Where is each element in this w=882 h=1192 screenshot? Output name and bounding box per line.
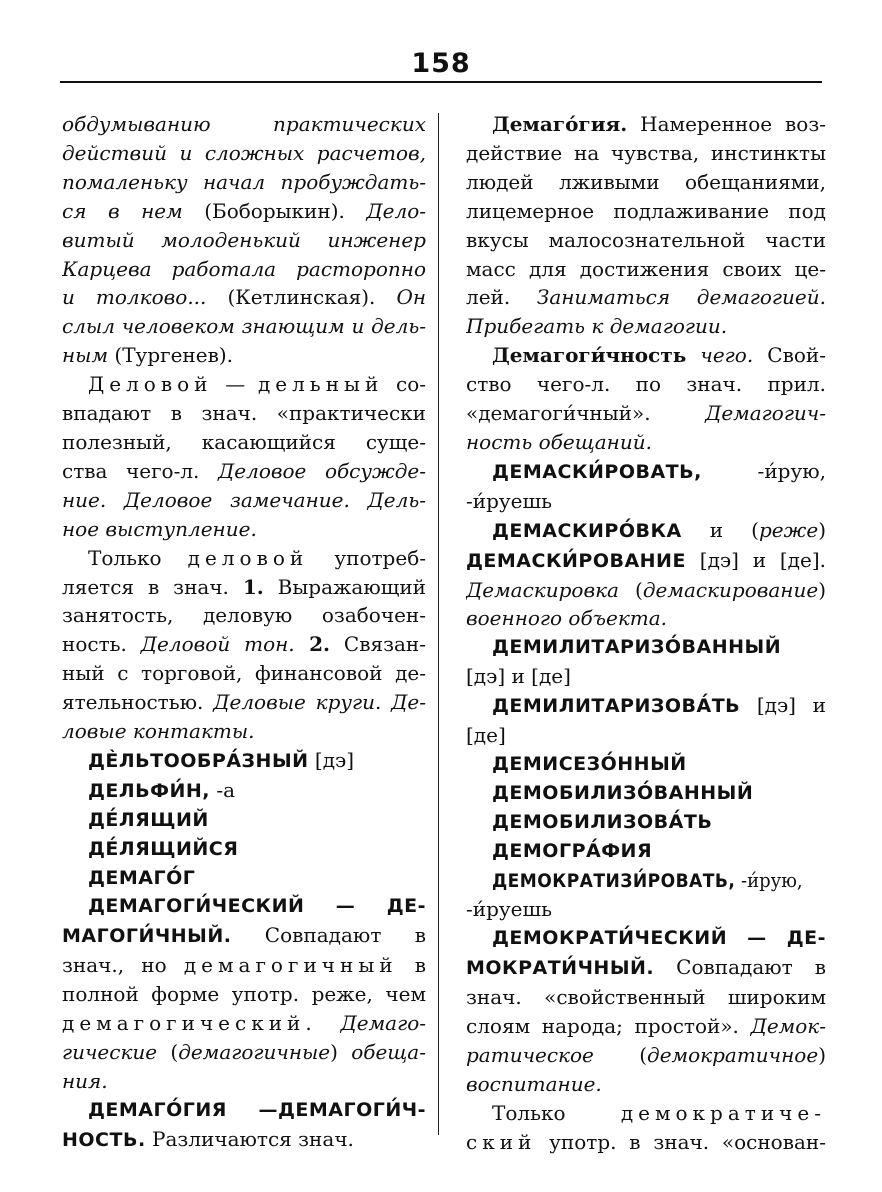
text-fragment: употр. в знач. «основан- <box>536 1129 826 1154</box>
text-line <box>466 110 826 139</box>
text-fragment: ) <box>818 517 826 542</box>
text-line <box>62 370 426 399</box>
text-fragment: и ( <box>681 517 759 542</box>
text-fragment: лей. <box>466 285 537 310</box>
entry-list <box>62 746 426 893</box>
headword-line: ДЕМИЛИТАРИЗО́ВАННЫЙ <box>492 636 782 659</box>
example-text: гические <box>62 1040 158 1064</box>
left-column <box>62 110 426 1155</box>
text-line: Карцева работала расторопно <box>62 256 426 281</box>
spaced-term: демагогичный <box>183 953 398 978</box>
headword: Демагоги́чность <box>492 343 687 368</box>
text-fragment: «демагоги́чный». <box>466 401 706 426</box>
example-text: Деловое обсужде- <box>217 458 426 483</box>
example-text: и толково... <box>62 285 207 310</box>
entry-list-right <box>466 750 826 866</box>
headword: НОСТЬ. <box>62 1128 146 1151</box>
spaced-term: деловой <box>187 545 309 570</box>
example-text: демократичное <box>647 1043 819 1067</box>
pronunciation: [дэ] <box>308 747 355 772</box>
entry-demagog: ДЕМАГО́Г <box>88 866 196 889</box>
entry-demaskirovat <box>466 457 826 516</box>
text-line: -и́руешь <box>466 897 552 922</box>
example-text: Демок- <box>750 1014 826 1039</box>
text-line <box>62 1038 426 1067</box>
entry-deltoobrazny <box>62 746 426 776</box>
text-line <box>466 1041 826 1070</box>
paragraph-only-delovoy <box>62 544 426 746</box>
text-fragment: Совпадают в <box>231 923 426 948</box>
text-fragment: ) <box>330 1040 352 1064</box>
text-fragment: ятельностью. <box>62 690 214 715</box>
text-fragment: в <box>397 953 426 978</box>
headword-line: ДЕМОКРАТИ́ЧЕСКИЙ — ДЕ- <box>492 927 826 950</box>
headword: ДЕМИЛИТАРИЗОВА́ТЬ <box>492 695 741 718</box>
entry-demagogiya-definition <box>466 110 826 341</box>
text-fragment: ляется в знач. <box>62 574 243 599</box>
spaced-term: дельный <box>257 372 384 397</box>
usage-note: реже <box>758 517 819 542</box>
text-line <box>466 516 826 546</box>
text-line <box>62 197 426 226</box>
spaced-term: демагогический <box>62 1011 306 1036</box>
text-line: Прибегать к демагогии. <box>466 314 728 339</box>
text-line <box>62 544 426 573</box>
text-line: действий и сложных расчетов, <box>62 140 426 165</box>
text-line <box>466 457 826 487</box>
text-line <box>62 921 426 951</box>
text-line <box>62 573 426 602</box>
grammar-note: чего. <box>686 343 754 368</box>
text-line <box>62 1125 426 1155</box>
header-rule <box>60 81 822 83</box>
text-fragment: . <box>305 1011 341 1036</box>
pronunciation: [дэ] и <box>740 693 826 718</box>
text-line <box>62 283 426 312</box>
text-fragment: Только <box>88 545 188 570</box>
pronunciation: [де] <box>466 723 506 748</box>
entry-delfin <box>62 776 426 806</box>
source-text: (Кетлинская). <box>206 285 397 310</box>
entry-delyashchiy: ДЕ́ЛЯЩИЙ <box>88 808 209 831</box>
sense-number: 2. <box>294 632 331 657</box>
example-text: Деловой тон. <box>140 632 295 657</box>
entry-demobilizovat: ДЕМОБИЛИЗОВА́ТЬ <box>492 810 713 833</box>
text-fragment: ) <box>818 577 826 602</box>
entry-demokratizirovat <box>466 866 826 925</box>
headword-line: ДЕМАГО́ГИЯ —ДЕМАГОГИ́Ч- <box>88 1098 426 1121</box>
paragraph-only-demokratichesky <box>466 1099 826 1157</box>
entry-demagogichesky <box>62 892 426 1095</box>
text-fragment: Связан- <box>330 632 426 657</box>
text-line: -и́руешь <box>466 488 552 513</box>
example-text: обеща- <box>351 1040 426 1064</box>
entry-demagogichnost <box>466 341 826 457</box>
pronunciation: [дэ] и [де]. <box>685 547 826 572</box>
text-line: занятость, деловую озабочен- <box>62 603 426 628</box>
text-line: действие на чувства, инстинкты <box>466 140 826 165</box>
example-text: Дело- <box>366 198 426 223</box>
text-line: лицемерное подлаживание под <box>466 198 826 223</box>
example-text: Демагогич- <box>705 401 826 426</box>
inflection: -а <box>210 777 236 802</box>
example-text: ратическое <box>466 1043 594 1067</box>
text-line <box>62 951 426 980</box>
text-fragment: ( <box>157 1040 179 1064</box>
text-line: масс для достижения своих це- <box>466 256 826 281</box>
example-text: Заниматься демагогией. <box>536 285 826 310</box>
text-line: помаленьку начал пробуждать- <box>62 169 426 194</box>
dash: — <box>212 372 258 397</box>
text-line: ние. Деловое замечание. Дель- <box>62 487 426 512</box>
text-line <box>466 341 826 370</box>
paragraph-quote-continuation <box>62 110 426 370</box>
headword: ДЕЛЬФИ́Н, <box>88 779 211 802</box>
text-line <box>466 691 826 721</box>
example-text: демагогичные <box>178 1040 331 1064</box>
text-line <box>466 1012 826 1041</box>
spaced-term: Деловой <box>88 372 213 397</box>
text-line <box>62 341 426 370</box>
text-line <box>466 953 826 983</box>
text-fragment: ( <box>593 1043 648 1067</box>
paragraph-delovoy-delny <box>62 370 426 543</box>
headword: МОКРАТИ́ЧНЫЙ. <box>466 957 655 980</box>
text-line: слыл человеком знающим и дель- <box>62 314 426 339</box>
entry-demilitarizovat <box>466 691 826 750</box>
text-line <box>466 576 826 605</box>
entry-demobilizovanny: ДЕМОБИЛИЗО́ВАННЫЙ <box>492 781 754 804</box>
text-fragment: Выражающий <box>263 574 426 599</box>
headword: ДЕМАСКИ́РОВАТЬ, <box>492 460 702 483</box>
text-fragment: Свой- <box>753 343 826 368</box>
text-line: полезный, касающийся суще- <box>62 429 426 454</box>
entry-demokratichesky <box>466 924 826 1098</box>
text-fragment: со- <box>383 372 426 397</box>
text-line: полной форме употр. реже, чем <box>62 982 426 1007</box>
text-line: людей лживыми обещаниями, <box>466 169 826 194</box>
example-text: Деловые круги. Де- <box>213 690 426 715</box>
entry-delyashchiysya: ДЕ́ЛЯЩИЙСЯ <box>88 837 239 860</box>
entry-demagogiya-demagogichnost <box>62 1096 426 1155</box>
text-line <box>466 1099 826 1128</box>
text-line: ное выступление. <box>62 516 257 541</box>
text-line: воспитание. <box>466 1071 602 1096</box>
headword: Демаго́гия. <box>492 112 628 136</box>
example-text: демаскирование <box>642 577 819 602</box>
spaced-term: ский <box>466 1129 537 1154</box>
text-fragment: ства чего-л. <box>62 458 218 483</box>
example-text: ным <box>62 343 109 368</box>
text-line <box>466 546 826 576</box>
text-fragment: слоям народа; простой». <box>466 1014 751 1039</box>
text-fragment: ность. <box>62 632 141 657</box>
text-fragment: знач., но <box>62 953 184 978</box>
source-text: (Тургенев). <box>108 343 234 368</box>
example-text: Демаго- <box>340 1011 426 1036</box>
text-line <box>466 399 826 428</box>
text-line: витый молоденький инженер <box>62 227 426 252</box>
text-line <box>466 866 826 896</box>
text-line <box>466 1128 826 1157</box>
page-number: 158 <box>411 48 471 79</box>
text-fragment: Совпадают в <box>654 955 826 980</box>
inflection: -и́рую, <box>701 458 826 483</box>
text-line <box>62 688 426 717</box>
text-line: ство чего-л. по знач. прил. <box>466 372 826 397</box>
text-line: вкусы малосознательной части <box>466 227 826 252</box>
text-line: обдумыванию практических <box>62 112 426 136</box>
headword: МАГОГИ́ЧНЫЙ. <box>62 925 232 948</box>
text-fragment: употреб- <box>308 545 426 570</box>
entry-demilitarizovanny <box>466 633 826 691</box>
example-text: ся в нем <box>62 198 183 223</box>
text-line: ния. <box>62 1068 108 1093</box>
right-column <box>466 110 826 1157</box>
text-fragment: Намеренное воз- <box>627 112 826 136</box>
text-line: ловые контакты. <box>62 719 255 744</box>
headword: ДЀЛЬТООБРА́ЗНЫЙ <box>88 749 309 772</box>
source-text: (Боборыкин). <box>182 198 367 223</box>
entry-demografiya: ДЕМОГРА́ФИЯ <box>492 839 653 862</box>
headword: ДЕМАСКИРО́ВКА <box>492 519 682 542</box>
text-line: знач. «свойственный широким <box>466 985 826 1010</box>
text-line: ность обещаний. <box>466 429 652 454</box>
headword: ДЕМОКРАТИЗИ́РОВАТЬ, <box>492 869 736 892</box>
sense-number: 1. <box>242 574 264 599</box>
entry-demisezonny: ДЕМИСЕЗО́ННЫЙ <box>492 752 687 775</box>
entry-demaskirovka <box>466 516 826 634</box>
text-fragment: ( <box>618 577 643 602</box>
text-fragment: Только <box>492 1100 621 1125</box>
inflection: -и́рую, <box>735 867 803 892</box>
text-line <box>62 1009 426 1038</box>
text-fragment: Различаются знач. <box>145 1126 354 1151</box>
text-fragment: ) <box>818 1043 826 1067</box>
spaced-term: демократиче- <box>620 1100 826 1125</box>
text-line: ный с торговой, финансовой де- <box>62 661 426 686</box>
text-line <box>62 457 426 486</box>
text-line: военного объекта. <box>466 606 668 631</box>
text-line: впадают в знач. «практически <box>62 401 426 426</box>
example-text: Демаскировка <box>466 577 619 602</box>
pronunciation: [дэ] и [де] <box>466 664 571 689</box>
example-text: Он <box>396 285 426 310</box>
text-line <box>62 630 426 659</box>
column-divider <box>438 113 439 1135</box>
headword-line: ДЕМАГОГИ́ЧЕСКИЙ — ДЕ- <box>88 895 426 918</box>
text-line <box>466 283 826 312</box>
headword: ДЕМАСКИ́РОВАНИЕ <box>466 549 686 572</box>
